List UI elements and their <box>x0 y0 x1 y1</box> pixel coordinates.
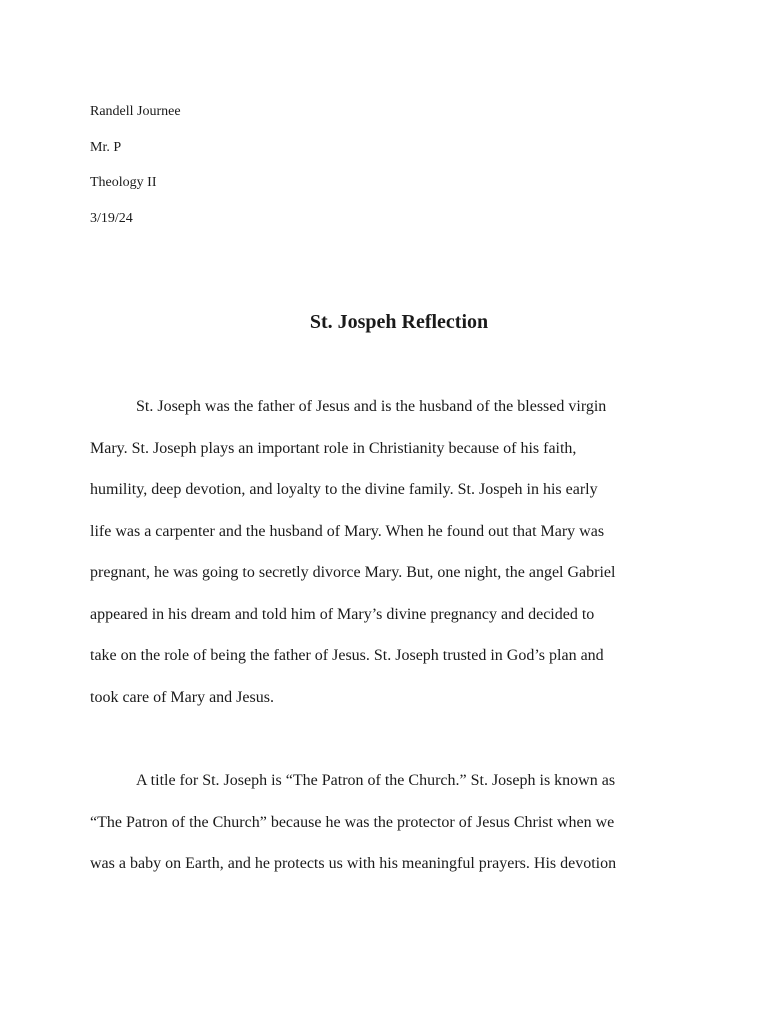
paragraph-line: appeared in his dream and told him of Mary’s divine pregnancy and decided to <box>90 605 595 623</box>
body-paragraph-1 <box>90 386 675 718</box>
paragraph-line: take on the role of being the father of Jesus. St. Joseph trusted in God’s plan and <box>90 647 604 664</box>
paragraph-line: pregnant, he was going to secretly divorce Mary. But, one night, the angel Gabriel <box>90 564 616 581</box>
document-date: 3/19/24 <box>90 210 133 226</box>
paragraph-line: St. Joseph was the father of Jesus and is the husband of the blessed virgin <box>136 398 607 415</box>
paragraph-line: “The Patron of the Church” because he was the protector of Jesus Christ when we <box>90 813 615 831</box>
body-paragraph-2 <box>90 760 675 885</box>
student-name: Randell Journee <box>90 104 181 119</box>
paragraph-line: took care of Mary and Jesus. <box>90 688 274 706</box>
paragraph-line: Mary. St. Joseph plays an important role in Christianity because of his faith, <box>90 439 577 457</box>
paragraph-line: humility, deep devotion, and loyalty to the divine family. St. Jospeh in his early <box>90 481 598 498</box>
teacher-name: Mr. P <box>90 139 122 155</box>
document-header <box>90 94 181 236</box>
course-name: Theology II <box>90 175 157 190</box>
paragraph-line: life was a carpenter and the husband of Mary. When he found out that Mary was <box>90 522 605 540</box>
document-title: St. Jospeh Reflection <box>309 311 489 333</box>
paragraph-line: was a baby on Earth, and he protects us with his meaningful prayers. His devotion <box>90 855 617 872</box>
paragraph-line: A title for St. Joseph is “The Patron of the Church.” St. Joseph is known as <box>136 772 616 789</box>
